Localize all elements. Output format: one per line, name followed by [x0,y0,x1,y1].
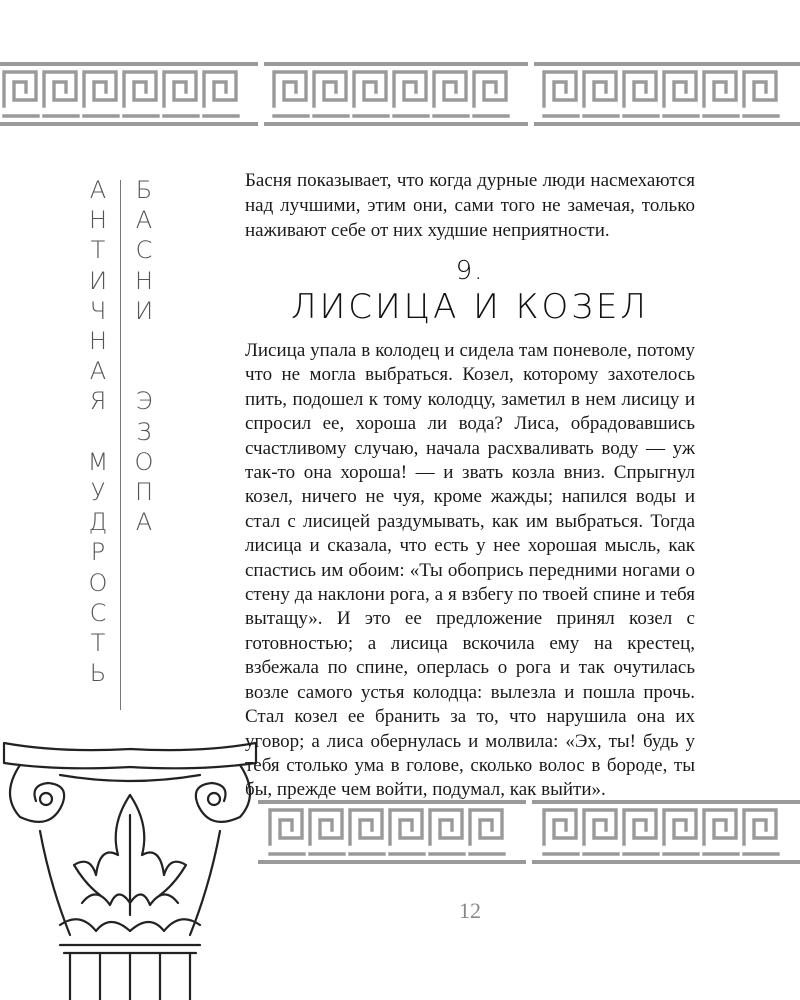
side-title-antique-wisdom: А Н Т И Ч Н А Я М У Д Р О С Т Ь [87,176,109,688]
fable-body-text: Лисица упала в колодец и сидела там поневоле, потому что не могла выбраться. Козел, которому захотелось пить, подошел к тому колодцу, заметил в нем лисицу и спросил ее, хороша ли вода? Лиса, обрадовавшись счастливому случаю, начала расхваливать воду — уж так-то она хороша! — и звать козла вниз. Спрыгнул козел, ничего не чуя, кроме жажды; напился воды и стал с лисицей раздумывать, как им выбраться. Тогда лисица и сказала, что есть у нее хорошая мысль, как спастись им обоим: «Ты обопрись передними ногами о стену да наклони рога, а я взбегу по твоей спине и тебя вытащу». И это ее предложение принял козел с готовностью; а лисица вскочила ему на крестец, взбежала по спине, оперлась о рога и так очутилась возле самого устья колодца: вылезла и пошла прочь. Стал козел ее бранить за то, что нарушила она их уговор; а лиса обернулась и молвила: «Эх, ты! будь у тебя столько ума в голове, сколько волос в бороде, ты бы, прежде чем войти, подумал, как выйти». [245,340,695,801]
corinthian-column-illustration [0,735,260,1000]
title-divider-line [120,180,121,710]
page-number: 12 [459,898,481,923]
fable-number: 9. [455,256,485,286]
greek-meander-border-bottom [258,800,800,864]
fable-title: ЛИСИЦА И КОЗЕЛ [291,287,649,327]
greek-meander-border-top [0,62,800,126]
intro-moral-paragraph: Басня показывает, что когда дурные люди насмехаются над лучшими, этим они, сами того не замечая, только наживают себе от них худшие неприятности. [245,170,695,241]
side-title-aesop-fables: Б А С Н И Э З О П А [134,176,154,537]
